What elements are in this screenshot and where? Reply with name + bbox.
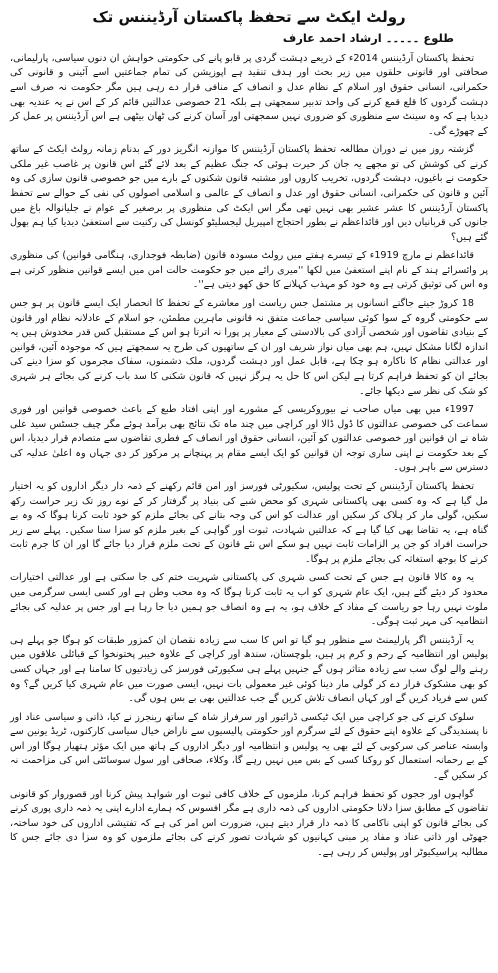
- paragraph: سلوک کرنے کی جو کراچی میں ایک ٹیکسی ڈرائیور اور سرفراز شاہ کے ساتھ رینجرز نے کیا، ذاتی و سیاسی عناد اور نا پسندیدگی کے علاوہ اپنے حقوق کے لئے سرگرم اور حکومتی پالیسیوں سے ناراض خیال سیاسی کارکنوں، ٹریڈ یونین سے وابستہ عناصر کی سرکوبی کے لئے بھی یہ پولیس و انتظامیہ اور دیگر اداروں کے ہاتھ میں ایک مؤثر ہتھیار ہوگا اور اس کے بے رحمانہ استعمال کو روکنا کسی کے بس میں نہیں رہے گا، وکلاء، صحافی اور سول سوسائٹی اس کی مزاحمت نہ کر سکیں گے۔: [10, 711, 488, 781]
- byline: [10, 32, 454, 46]
- paragraph: یہ آرڈیننس اگر پارلیمنٹ سے منظور ہو گیا تو اس کا سب سے زیادہ نقصان ان کمزور طبقات کو ہوگا جو پہلے ہی پولیس اور انتظامیہ کے رحم و کرم پر ہیں، بلوچستان، سندھ اور کراچی کے علاوہ خیبر پختونخوا کے قبائلی علاقوں میں رہنے والے لوگ سب سے زیادہ متاثر ہوں گے جنہیں پہلے ہی سکیورٹی فورسز کی زیادتیوں کا سامنا ہے اور جہاں کسی کو بھی مشکوک قرار دے کر گولی مار دینا کوئی غیر معمولی بات نہیں، ایسی صورت میں عام شہری کیا کریں گے؟ وہ کس سے فریاد کریں گے اور کہاں انصاف تلاش کریں گے جب عدالتیں بھی بے بس ہوں گی۔: [10, 634, 488, 705]
- paragraph: تحفظ پاکستان آرڈیننس کے تحت پولیس، سکیورٹی فورسز اور امن قائم رکھنے کے ذمہ دار دیگر اداروں کو یہ اختیار مل گیا ہے کہ وہ کسی بھی پاکستانی شہری کو محض شبے کی بنیاد پر گرفتار کر کے نوے روز تک زیر حراست رکھ سکیں، گولی مار کر ہلاک کر سکیں اور عدالت کو اس کی وجہ بتانے کی بجائے ملزم کو خود ثابت کرنا ہوگا کہ وہ بے گناہ ہے، یہ تقاضا بھی کیا گیا ہے کہ عدالتیں شہادت، ثبوت اور گواہی کے بغیر ملزم کو سزا سنا سکیں۔ پہلے سے زیر حراست افراد کو جن پر الزامات ثابت نہیں ہو سکے اس نئے قانون کے تحت ملزم قرار دیا جائے گا اور ان کا جرم ثابت کرنے کا بوجھ استغاثہ کی بجائے ملزم پر ہوگا۔: [10, 480, 488, 565]
- paragraph: قائداعظم نے مارچ 1919ء کے تیسرے ہفتے میں رولٹ مسودہ قانون (ضابطہ فوجداری، ہنگامی قوانین) کی منظوری پر وائسرائے ہند کے نام اپنے استعفیٰ میں لکھا ''میری رائے میں جو حکومت حالت امن میں ایسے قوانین منظور کرتی ہے وہ اس کی توثیق کرتی ہے وہ خود کو مہذب کہلانے کا حق کھو دیتی ہے''۔: [10, 250, 488, 291]
- paragraph: 1997ء میں بھی میاں صاحب نے بیوروکریسی کے مشورے اور اپنی افتاد طبع کے باعث خصوصی قوانین اور فوری سماعت کی خصوصی عدالتوں کا ڈول ڈالا اور کراچی میں چند ماہ تک نتائج بھی برآمد ہوئے مگر چیف جسٹس سید علی شاہ نے ان قوانین اور خصوصی عدالتوں کو آئین، انسانی حقوق اور انصاف کے فطری تقاضوں سے متصادم قرار دیدیا، اس کے بعد حکومت نے اپنی ساری توجہ ان قوانین کو ایک ایسے مقام پر پہنچانے پر مرکوز کر دی جہاں وہ اعلیٰ عدلیہ کی دسترس سے باہر ہوں۔: [10, 404, 488, 474]
- paragraph: 18 کروڑ جیتے جاگتے انسانوں پر مشتمل جس ریاست اور معاشرے کے تحفظ کا انحصار ایک ایسے قانون پر ہو جس سے حکومتی گروہ کے سوا کوئی سیاسی جماعت متفق نہ قانونی ماہرین مطمئن، جو اسلام کے عادلانہ نظام اور قانون کے بنیادی تقاضوں اور شخصی آزادی کی بالادستی کے معیار پر پورا نہ اترتا ہو اس کے مستقبل کس قدر مخدوش ہیں یہ اندازہ لگانا مشکل نہیں، ہم بھی میاں نواز شریف اور ان کے ساتھیوں کی طرح یہ سمجھتے ہیں کہ موجودہ آئین، قوانین اور عدالتی نظام کا ناکارہ ہو چکا ہے، قابل عمل اور دہشت گردوں، ملک دشمنوں، سفاک مجرموں کو سزا دینے کی بجائے ان کو تحفظ فراہم کرتا ہے لیکن اس کا حل یہ ہرگز نہیں کہ قانون شکنی کا سد باب کرنے کی بجائے ہر شہری کو شک کی نظر سے دیکھا جائے۔: [10, 298, 488, 397]
- byline-separator: ۔۔۔۔۔: [385, 31, 420, 45]
- author-name: ارشاد احمد عارف: [282, 31, 382, 45]
- paragraph: گزشتہ روز میں نے دوران مطالعہ تحفظ پاکستان آرڈیننس کا موازنہ انگریز دور کے بدنام زمانہ رولٹ ایکٹ کے ساتھ کرنے کی کوشش کی تو مجھے یہ جان کر حیرت ہوئی کہ جنگ عظیم کے بعد لائے گئے اس قانون پر غاصب غیر ملکی حکومت نے باغیوں، دہشت گردوں، تخریب کاروں اور مشتبہ قانون شکنوں کے بارے میں جو خصوصی قانون سازی کی وہ آئین و قانون کی حکمرانی، انسانی حقوق اور عدل و انصاف کے عالمی و اسلامی اصولوں کی نفی کے حوالے سے تحفظ پاکستان آرڈیننس کا عشر عشیر بھی نہیں تھی مگر اس ایکٹ کی منظوری پر برصغیر کے عوام نے جلیانوالہ باغ میں جانوں کی قربانیاں دیں اور قائداعظم نے بطور احتجاج امپیریل لیجسلیٹو کونسل کی رکنیت سے استعفیٰ دیدیا کیا ہم بھول گئے ہیں؟: [10, 144, 488, 243]
- column-label: طلوع: [423, 31, 454, 45]
- paragraph: گواہوں اور ججوں کو تحفظ فراہم کرنا، ملزموں کے خلاف کافی ثبوت اور شواہد پیش کرنا اور قصوروار کو قانونی تقاضوں کے مطابق سزا دلانا حکومتی اداروں کی ذمہ داری ہے مگر افسوس کہ ہمارے ادارے اپنی یہ ذمہ داری پوری کرنے کی بجائے قانون کو اپنی ناکامی کا ذمہ دار قرار دیتے ہیں، ضرورت اس امر کی ہے کہ تفتیشی اداروں کی خود ساختہ، جھوٹی اور ذاتی عناد و مفاد پر مبنی کہانیوں کو شہادت تصور کرنے کی بجائے ملزموں کو وہ سزا دی جائے جس کا مطالبہ پراسیکیوٹر اور پولیس کر رہی ہے۔: [10, 788, 488, 858]
- paragraph: تحفظ پاکستان آرڈیننس 2014ء کے ذریعے دہشت گردی پر قابو پانے کی حکومتی خواہش ان دنوں سیاسی، پارلیمانی، صحافتی اور قانونی حلقوں میں زیر بحث اور ہدف تنقید ہے اپوزیشن کی تمام جماعتیں اسے آئینی و قانونی کی حکمرانی، انسانی حقوق اور اسلام کے نظام عدل و انصاف کے منافی قرار دے رہی ہیں مگر حکومت نہ صرف اسے دہشت گردوں کا قلع قمع کرنے کی واحد تدبیر سمجھتی ہے بلکہ 21 خصوصی عدالتیں قائم کر کے اس نے یہ عندیہ بھی دیدیا ہے کہ وہ سینٹ سے منظوری کو ضروری نہیں سمجھتی اور آسان کرنے کی ٹھان بیٹھی ہے اس آرڈیننس پر عمل کر کے چھوڑے گی۔: [10, 52, 488, 137]
- column-title: رولٹ ایکٹ سے تحفظ پاکستان آرڈیننس تک: [92, 8, 406, 26]
- paragraph: یہ وہ کالا قانون ہے جس کے تحت کسی شہری کی پاکستانی شہریت ختم کی جا سکتی ہے اور عدالتی اختیارات محدود کر دیئے گئے ہیں، ایک عام شہری کو اب یہ ثابت کرنا ہوگا کہ وہ محب وطن ہے اور کسی ایسی سرگرمی میں ملوث نہیں رہا جو ریاست کے مفاد کے خلاف ہو، یہ ہے وہ انصاف جو ہمیں دیا جا رہا ہے اور جس پر عدلیہ کی بجائے انتظامیہ کی مہر ثبت ہوگی۔: [10, 572, 488, 628]
